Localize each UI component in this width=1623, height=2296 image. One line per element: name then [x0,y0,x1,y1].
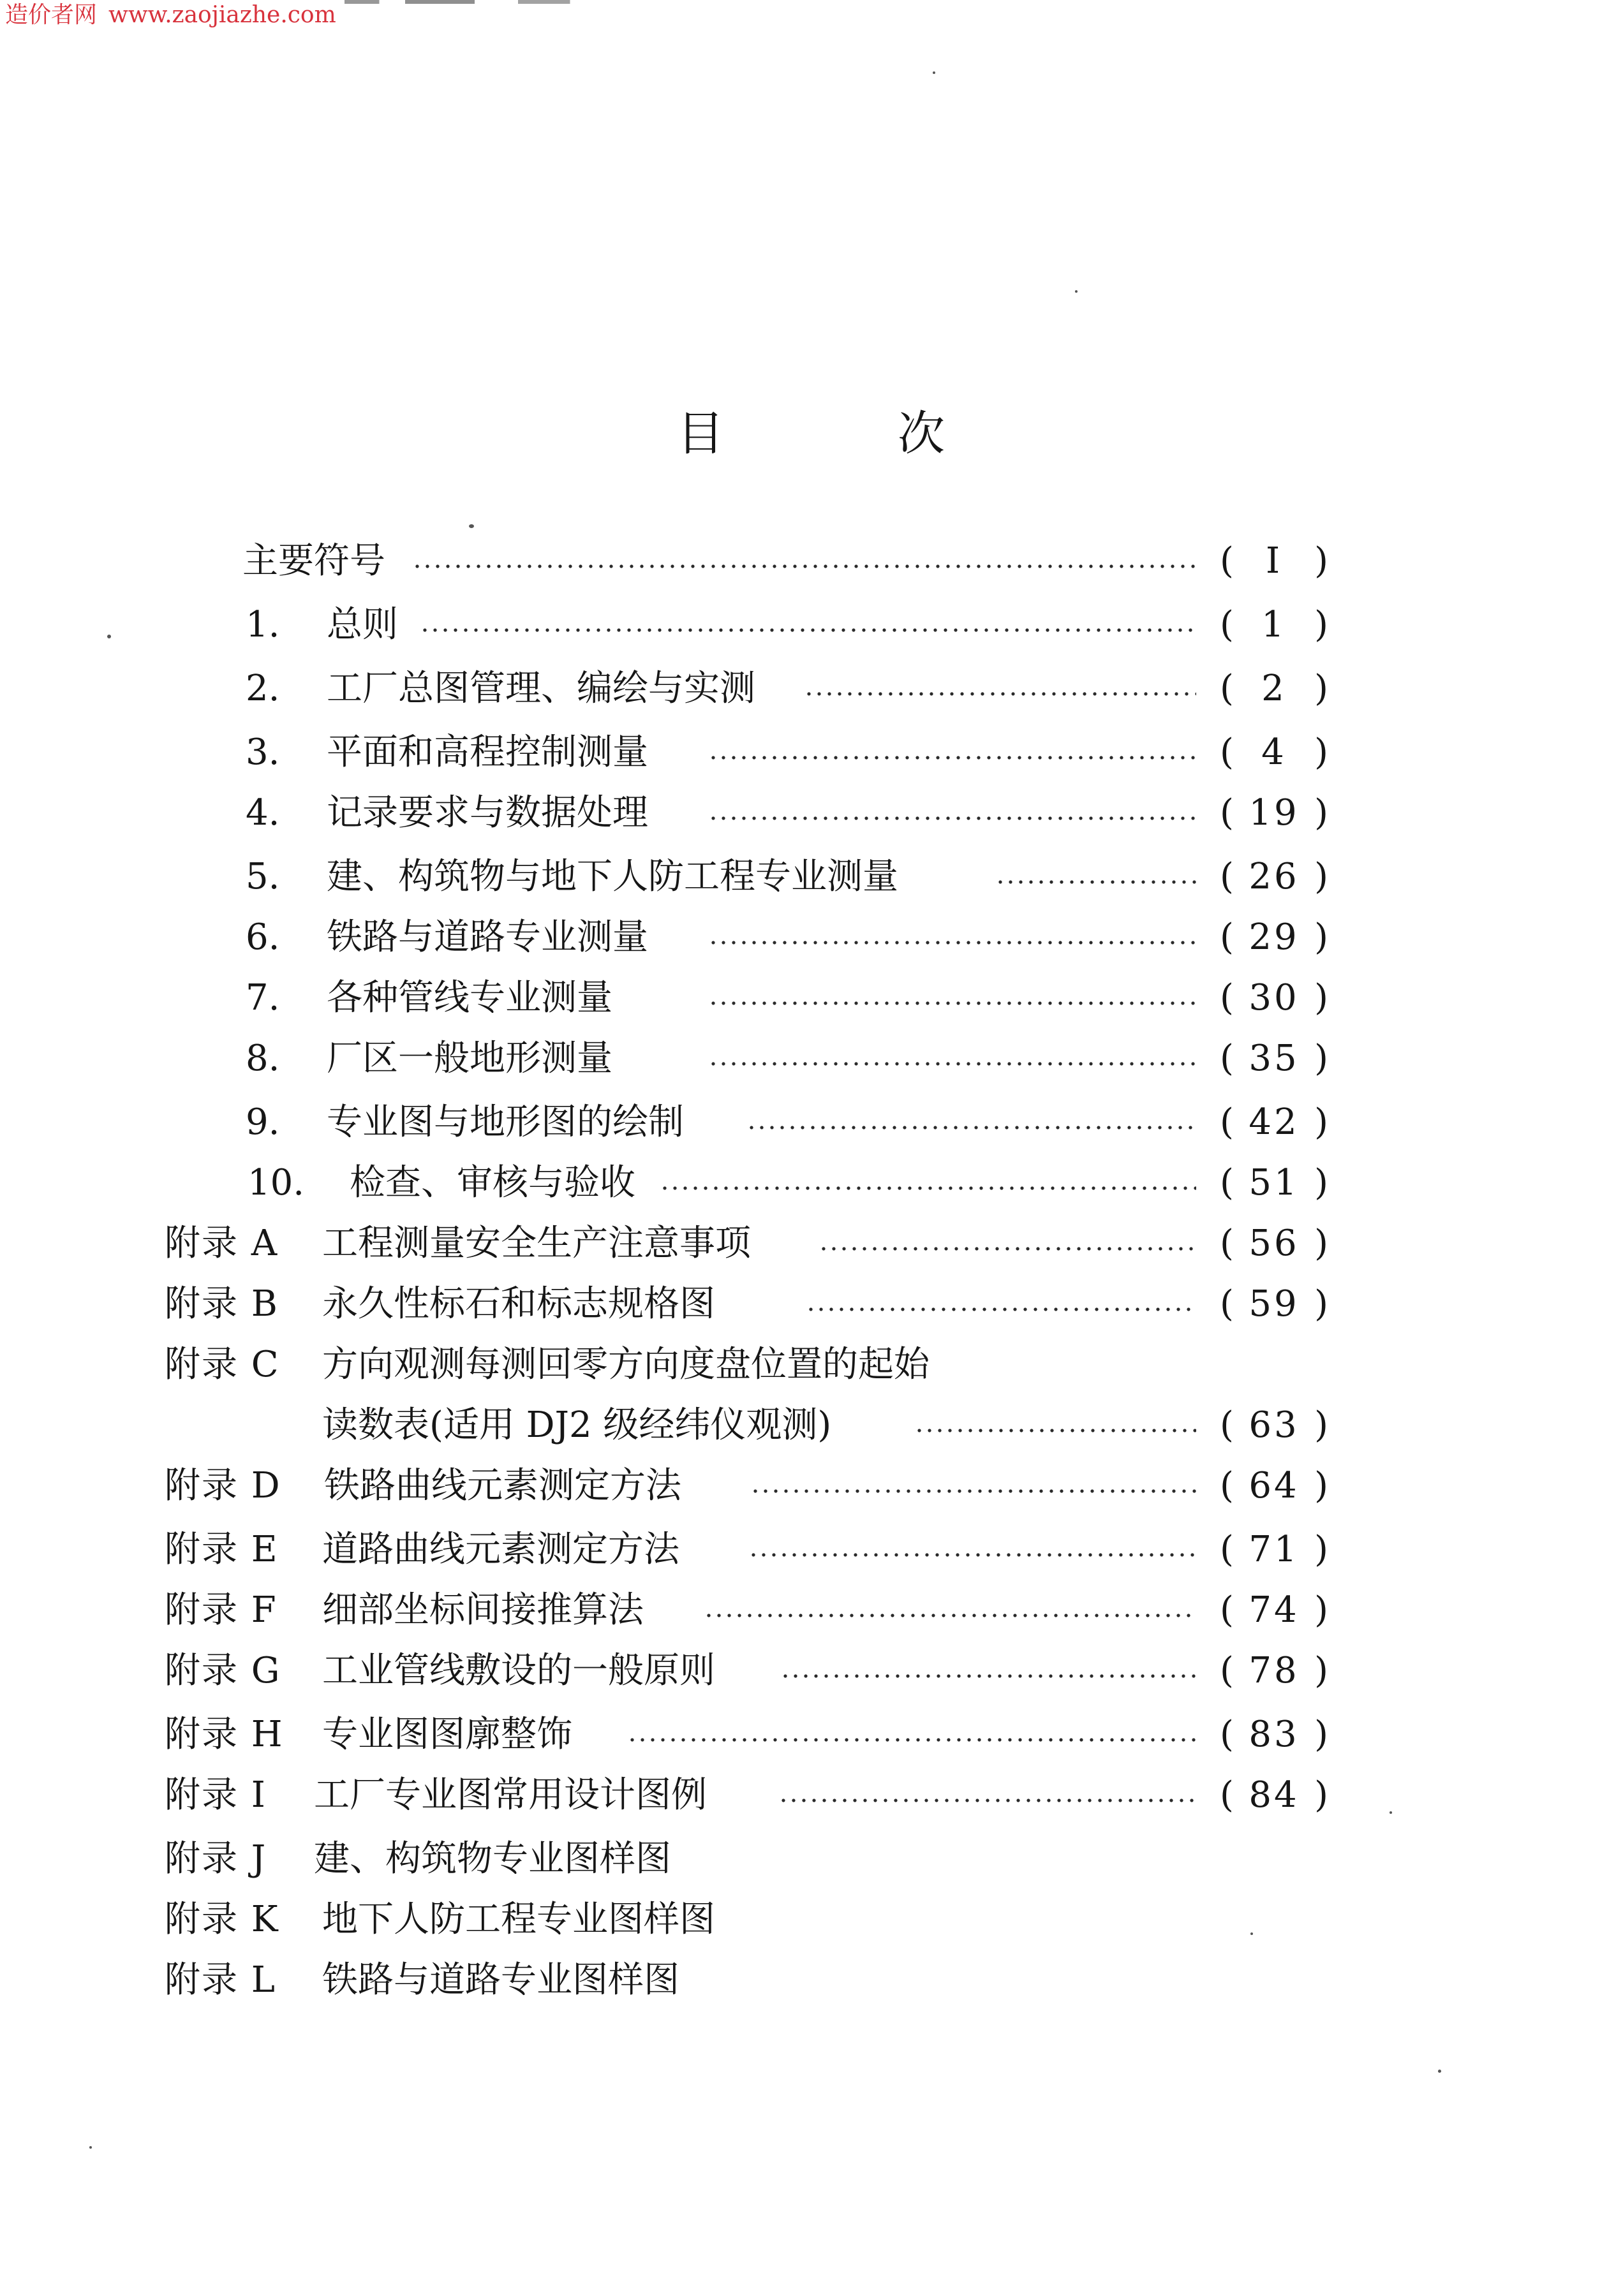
toc-entry-number: 7. [246,977,280,1019]
toc-entry-label: 读数表(适用 DJ2 级经纬仪观测) [322,1404,832,1446]
dot-leader [708,941,1196,945]
toc-entry[interactable] [0,730,1623,775]
paren-close: ) [1314,856,1328,897]
toc-entry-label: 建、构筑物专业图样图 [314,1838,671,1880]
toc-entry-label: 道路曲线元素测定方法 [322,1529,679,1570]
scan-speck [1390,1811,1392,1814]
dot-leader [704,1614,1196,1617]
toc-entry-label: 各种管线专业测量 [327,977,612,1019]
paren-close: ) [1314,1223,1328,1264]
paren-open: ( [1220,792,1234,834]
dot-leader [660,1186,1196,1190]
toc-entry-number: 附录 D [165,1465,281,1506]
paren-close: ) [1314,540,1328,582]
toc-entry-number: 4. [246,792,280,834]
toc-entry-label: 专业图与地形图的绘制 [327,1101,684,1143]
toc-entry-page [1220,976,1328,1020]
paren-open: ( [1220,1283,1234,1325]
toc-entry-page [1220,1649,1328,1693]
toc-entry-label: 细部坐标间接推算法 [322,1589,644,1631]
scan-speck [107,635,111,638]
watermark-site: 造价者网 [5,2,98,28]
toc-entry-label: 方向观测每测回零方向度盘位置的起始 [322,1344,930,1385]
toc-entry[interactable] [0,1464,1623,1508]
paren-close: ) [1314,1529,1328,1570]
toc-entry-page [1220,791,1328,835]
page-number: 2 [1261,668,1287,709]
toc-entry-page [1220,915,1328,960]
toc-entry-page [1220,1773,1328,1818]
page-number: 56 [1249,1223,1300,1264]
paren-close: ) [1314,604,1328,645]
toc-entry-number: 8. [246,1038,280,1079]
toc-entry-page [1220,855,1328,899]
page-number: 71 [1249,1529,1300,1570]
dot-leader [420,628,1196,632]
toc-entry-number: 5. [246,856,280,897]
page-number: I [1265,540,1283,582]
paren-close: ) [1314,1404,1328,1446]
toc-entry[interactable] [0,1282,1623,1327]
toc-entry-number: 附录 I [165,1774,267,1816]
paren-close: ) [1314,1714,1328,1755]
toc-entry-label: 专业图图廓整饰 [322,1714,572,1755]
dot-leader [708,816,1196,820]
page-number: 19 [1249,792,1300,834]
paren-close: ) [1314,1650,1328,1691]
toc-entry[interactable] [0,1403,1623,1448]
paren-open: ( [1220,1714,1234,1755]
toc-entry-label: 地下人防工程专业图样图 [322,1899,715,1940]
toc-entry[interactable] [0,1958,1623,2003]
toc-entry-number: 附录 A [165,1223,279,1264]
toc-entry-page [1220,1100,1328,1145]
toc-entry-label: 建、构筑物与地下人防工程专业测量 [327,856,898,897]
toc-entry[interactable] [0,603,1623,647]
toc-entry-page [1220,1464,1328,1508]
page-number: 63 [1249,1404,1300,1446]
dot-leader [708,1001,1196,1005]
toc-entry[interactable] [0,1527,1623,1572]
toc-entry[interactable] [0,1343,1623,1387]
toc-entry-label: 主要符号 [242,540,385,582]
dot-leader [780,1674,1196,1678]
page-number: 42 [1249,1101,1300,1143]
toc-entry-page [1220,730,1328,775]
toc-entry-number: 6. [246,916,280,958]
toc-entry-number: 附录 K [165,1899,279,1940]
dot-leader [804,692,1196,696]
toc-entry-label: 总则 [327,604,398,645]
toc-entry[interactable] [0,1588,1623,1633]
scan-speck [933,71,935,74]
paren-close: ) [1314,977,1328,1019]
toc-entry-label: 工厂专业图常用设计图例 [314,1774,707,1816]
toc-entry[interactable] [0,1649,1623,1693]
toc-entry-number: 附录 H [165,1714,284,1755]
paren-open: ( [1220,1162,1234,1203]
toc-entry-label: 记录要求与数据处理 [327,792,648,834]
paren-open: ( [1220,977,1234,1019]
toc-entry-label: 工程测量安全生产注意事项 [322,1223,751,1264]
toc-entry-page [1220,1403,1328,1448]
page-title-char-2: 次 [898,406,946,461]
watermark-url: www.zaojiazhe.com [108,2,336,28]
paren-open: ( [1220,1529,1234,1570]
dot-leader [746,1126,1196,1130]
paren-open: ( [1220,1101,1234,1143]
paren-open: ( [1220,1465,1234,1506]
toc-entry[interactable] [0,539,1623,584]
page-title [0,402,1623,466]
toc-entry-number: 1. [246,604,280,645]
toc-entry-number: 9. [246,1101,280,1143]
dot-leader [627,1738,1196,1742]
toc-entry[interactable] [0,791,1623,835]
paren-close: ) [1314,916,1328,958]
toc-entry[interactable] [0,1837,1623,1881]
paren-close: ) [1314,1038,1328,1079]
page-number: 74 [1249,1589,1300,1631]
paren-open: ( [1220,668,1234,709]
toc-entry[interactable] [0,666,1623,711]
paren-open: ( [1220,604,1234,645]
paren-open: ( [1220,1038,1234,1079]
toc-entry-page [1220,1036,1328,1081]
toc-entry-page [1220,1161,1328,1205]
page-number: 30 [1249,977,1300,1019]
toc-entry-label: 检查、审核与验收 [350,1162,635,1203]
paren-close: ) [1314,1162,1328,1203]
toc-entry-number: 附录 L [165,1959,276,2001]
paren-open: ( [1220,540,1234,582]
dot-leader [778,1799,1196,1802]
toc-entry-number: 2. [246,668,280,709]
paren-open: ( [1220,1404,1234,1446]
toc-entry-label: 厂区一般地形测量 [327,1038,612,1079]
toc-entry[interactable] [0,855,1623,899]
page-number: 4 [1261,732,1287,773]
scan-speck [1438,2070,1441,2073]
dot-leader [750,1489,1196,1493]
toc-entry[interactable] [0,1036,1623,1081]
toc-entry-page [1220,1712,1328,1757]
watermark [5,3,336,28]
paren-close: ) [1314,792,1328,834]
toc-entry-number: 附录 J [165,1838,267,1880]
paren-open: ( [1220,856,1234,897]
toc-entry-number: 附录 E [165,1529,279,1570]
toc-entry-page [1220,1221,1328,1266]
toc-entry[interactable] [0,976,1623,1020]
toc-entry[interactable] [0,1100,1623,1145]
toc-entry-label: 永久性标石和标志规格图 [322,1283,715,1325]
paren-open: ( [1220,916,1234,958]
toc-entry-label: 铁路与道路专业图样图 [322,1959,679,2001]
page-number: 78 [1249,1650,1300,1691]
dot-leader [708,756,1196,760]
toc-entry-label: 铁路曲线元素测定方法 [324,1465,681,1506]
toc-entry[interactable] [0,1221,1623,1266]
toc-entry-number: 10. [248,1162,305,1203]
page-number: 84 [1249,1774,1300,1816]
scan-artifact [345,0,778,4]
page-title-char-1: 目 [677,406,725,461]
toc-entry-label: 工业管线敷设的一般原则 [322,1650,715,1691]
dot-leader [748,1553,1196,1557]
dot-leader [995,880,1196,884]
toc-entry[interactable] [0,1897,1623,1942]
toc-entry-page [1220,1282,1328,1327]
paren-open: ( [1220,1774,1234,1816]
toc-entry-label: 铁路与道路专业测量 [327,916,648,958]
toc-entry[interactable] [0,1773,1623,1818]
page-number: 51 [1249,1162,1300,1203]
paren-close: ) [1314,1465,1328,1506]
dot-leader [708,1062,1196,1066]
paren-close: ) [1314,1283,1328,1325]
toc-entry-page [1220,539,1328,584]
page-number: 26 [1249,856,1300,897]
paren-open: ( [1220,1650,1234,1691]
scan-speck [89,2146,92,2149]
toc-entry[interactable] [0,1161,1623,1205]
toc-entry-number: 附录 B [165,1283,279,1325]
scan-speck [1075,290,1078,293]
toc-entry-number: 附录 F [165,1589,278,1631]
toc-entry[interactable] [0,1712,1623,1757]
toc-entry-page [1220,1527,1328,1572]
page-number: 1 [1261,604,1287,645]
toc-entry-number: 附录 G [165,1650,281,1691]
toc-entry-number: 3. [246,732,280,773]
toc-entry-number: 附录 C [165,1344,280,1385]
scan-speck [469,524,474,528]
page-number: 29 [1249,916,1300,958]
paren-open: ( [1220,1223,1234,1264]
dot-leader [412,564,1196,568]
dot-leader [819,1247,1196,1251]
toc-entry-page [1220,666,1328,711]
paren-open: ( [1220,1589,1234,1631]
paren-close: ) [1314,668,1328,709]
paren-close: ) [1314,732,1328,773]
toc-entry-page [1220,603,1328,647]
dot-leader [914,1429,1196,1432]
page-number: 35 [1249,1038,1300,1079]
paren-close: ) [1314,1101,1328,1143]
scan-speck [1250,1932,1253,1935]
paren-close: ) [1314,1589,1328,1631]
page-number: 83 [1249,1714,1300,1755]
paren-open: ( [1220,732,1234,773]
toc-entry-page [1220,1588,1328,1633]
toc-entry[interactable] [0,915,1623,960]
page-number: 59 [1249,1283,1300,1325]
dot-leader [806,1307,1196,1311]
page-number: 64 [1249,1465,1300,1506]
toc-entry-label: 平面和高程控制测量 [327,732,648,773]
paren-close: ) [1314,1774,1328,1816]
toc-entry-label: 工厂总图管理、编绘与实测 [327,668,755,709]
